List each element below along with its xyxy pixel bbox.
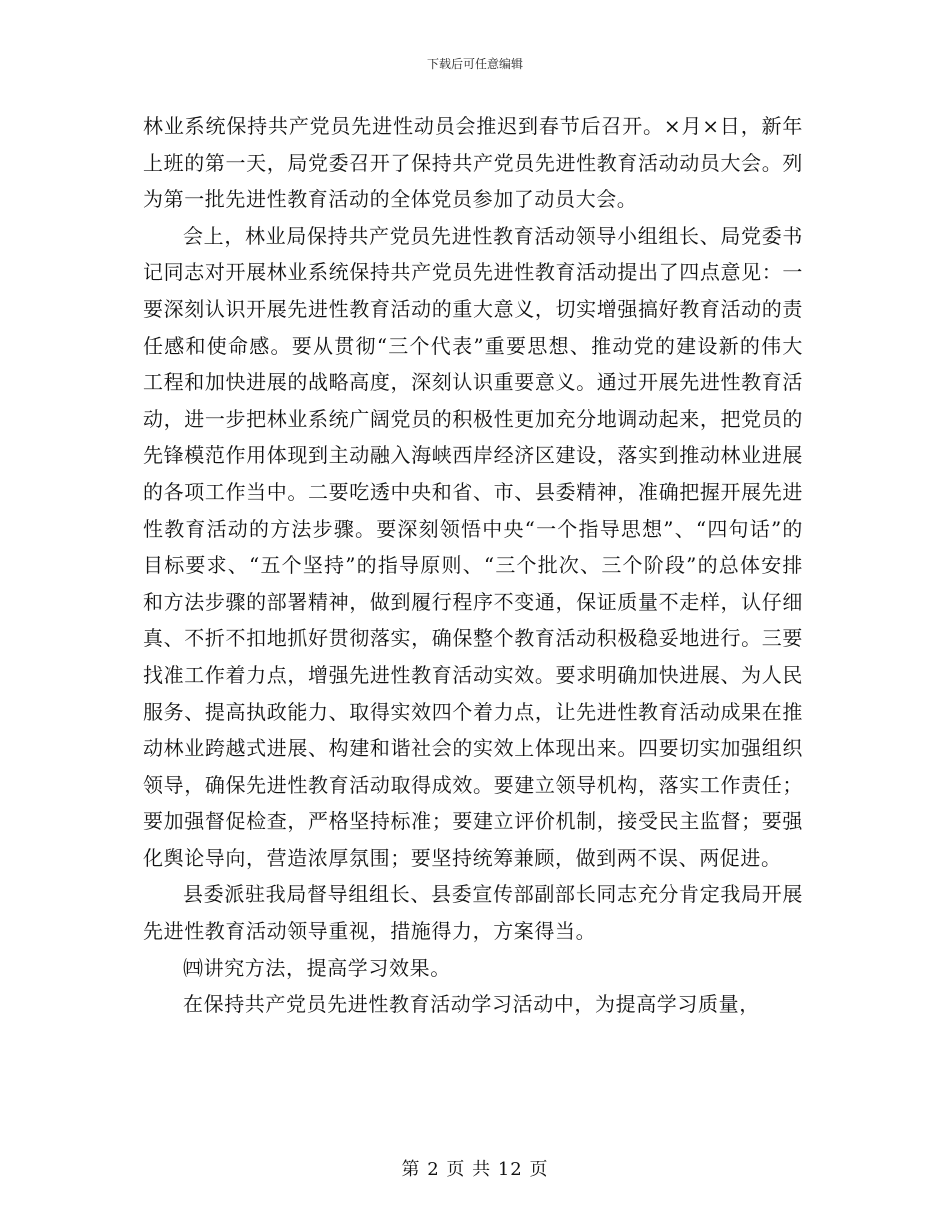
section-heading: ㈣讲究方法，提高学习效果。 [183, 955, 451, 980]
paragraph: 林业系统保持共产党员先进性动员会推迟到春节后召开。×月×日，新年上班的第一天，局党委召开了保持共产党员先进性教育活动动员大会。列为第一批先进性教育活动的全体党员参加了动员大会。 [143, 114, 803, 212]
page-number: 第 2 页 共 12 页 [401, 1159, 549, 1180]
page-header-note: 下载后可任意编辑 [426, 57, 523, 71]
paragraph: 在保持共产党员先进性教育活动学习活动中，为提高学习质量， [183, 992, 760, 1017]
document-body [143, 108, 803, 1023]
paragraph: 会上，林业局保持共产党员先进性教育活动领导小组组长、局党委书记同志对开展林业系统保持共产党员先进性教育活动提出了四点意见：一要深刻认识开展先进性教育活动的重大意义，切实增强搞好教育活动的责任感和使命感。要从贯彻“三个代表”重要思想、推动党的建设新的伟大工程和加快进展的战略高度，深刻认识重要意义。通过开展先进性教育活动，进一步把林业系统广阔党员的积极性更加充分地调动起来，把党员的先锋模范作用体现到主动融入海峡西岸经济区建设，落实到推动林业进展的各项工作当中。二要吃透中央和省、市、县委精神，准确把握开展先进性教育活动的方法步骤。要深刻领悟中央“一个指导思想”、“四句话”的目标要求、“五个坚持”的指导原则、“三个批次、三个阶段”的总体安排和方法步骤的部署精神，做到履行程序不变通，保证质量不走样，认仔细真、不折不扣地抓好贯彻落实，确保整个教育活动积极稳妥地进行。三要找准工作着力点，增强先进性教育活动实效。要求明确加快进展、为人民服务、提高执政能力、取得实效四个着力点，让先进性教育活动成果在推动林业跨越式进展、构建和谐社会的实效上体现出来。四要切实加强组织领导，确保先进性教育活动取得成效。要建立领导机构，落实工作责任；要加强督促检查，严格坚持标准；要建立评价机制，接受民主监督；要强化舆论导向，营造浓厚氛围；要坚持统筹兼顾，做到两不误、两促进。 [143, 223, 803, 870]
paragraph: 县委派驻我局督导组组长、县委宣传部副部长同志充分肯定我局开展先进性教育活动领导重视，措施得力，方案得当。 [143, 882, 803, 944]
